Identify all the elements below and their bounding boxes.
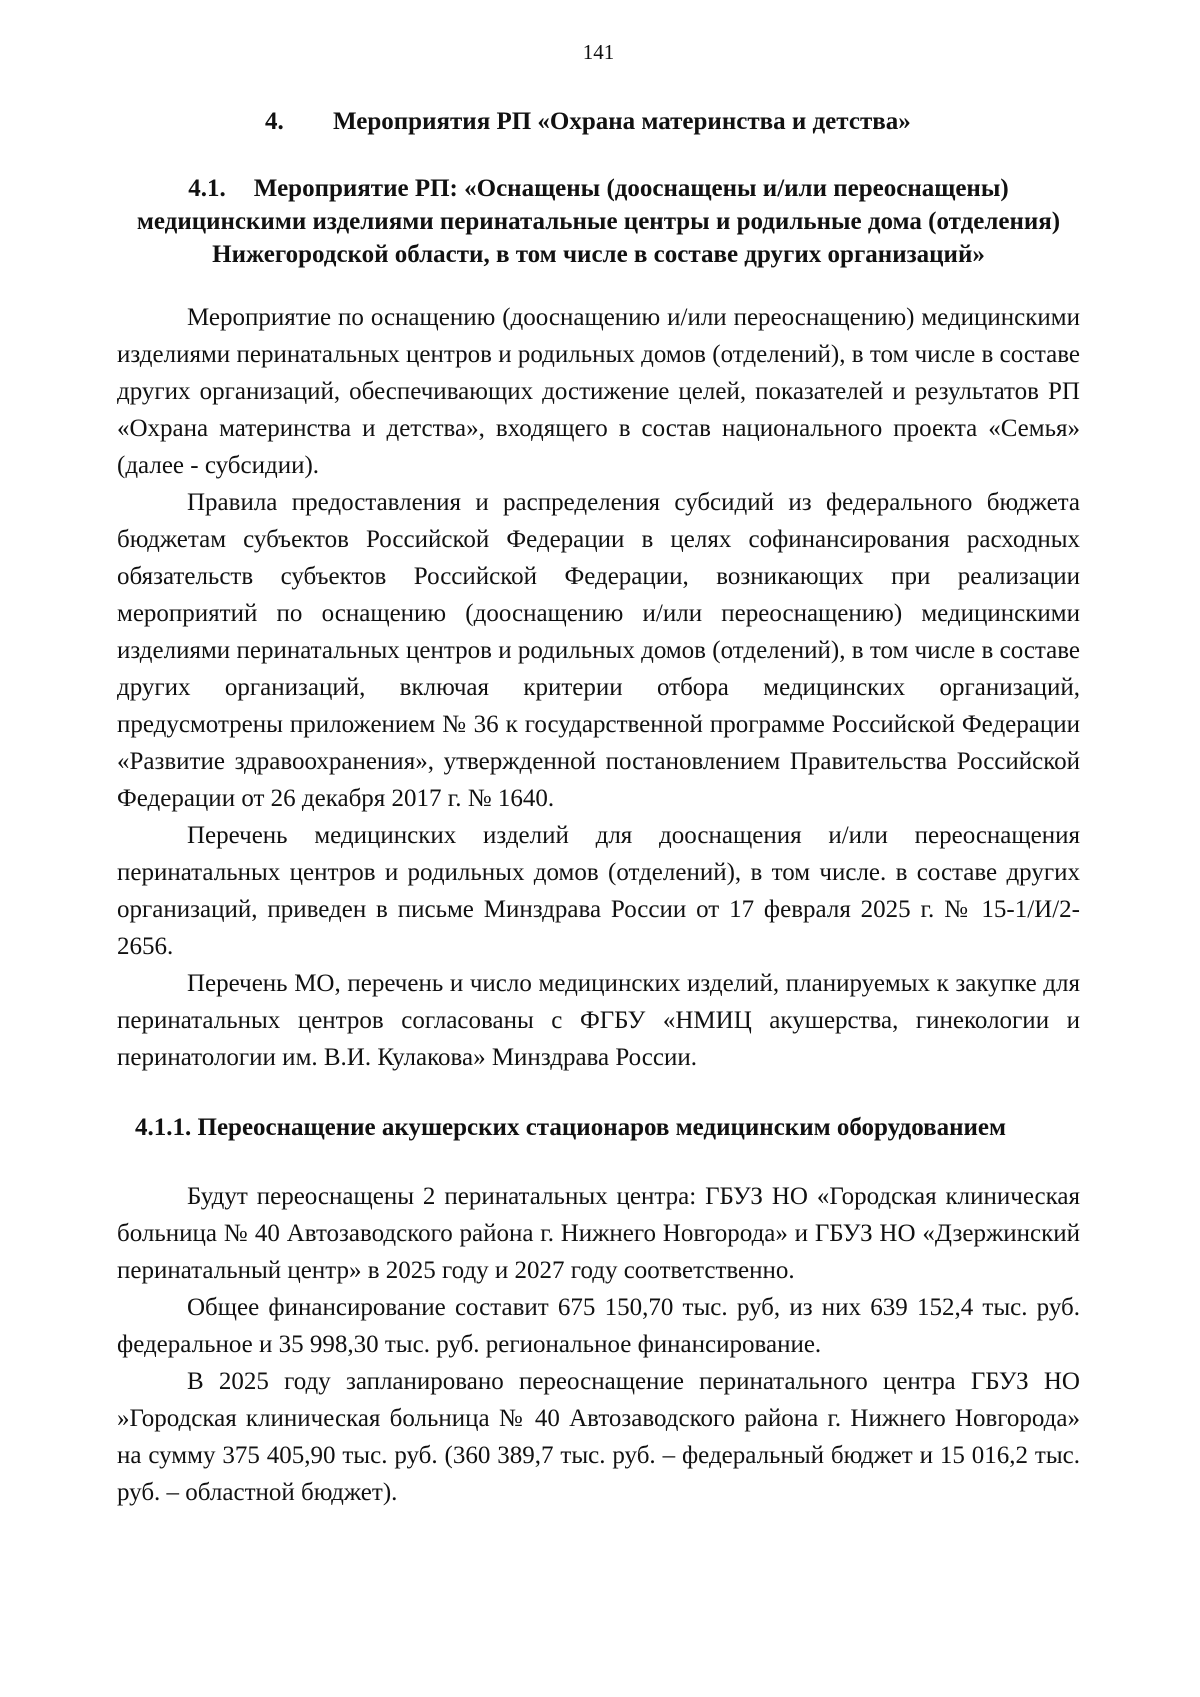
paragraph-2025-plan: В 2025 году запланировано переоснащение перинатального центра ГБУЗ НО »Городская клиническая больница № 40 Автозаводского района г. Нижнего Новгорода» на сумму 375 405,90 тыс. руб. (360 389,7 тыс. руб. – федеральный бюджет и 15 016,2 тыс. руб. – областной бюджет). [117, 1368, 1080, 1506]
subsection-title: Мероприятие РП: «Оснащены (дооснащены и/или переоснащены) медицинскими изделиями перинатальные центры и родильные дома (отделения) Нижегородской области, в том числе в составе других организаций» [136, 175, 1061, 268]
paragraph-device-list: Перечень медицинских изделий для дооснащения и/или переоснащения перинатальных центров и родильных домов (отделений), в том числе. в составе других организаций, приведен в письме Минздрава России от 17 февраля 2025 г. № 15-1/И/2-2656. [117, 822, 1080, 960]
subsubsection-heading [135, 1111, 1080, 1145]
paragraph-mo-list: Перечень МО, перечень и число медицинских изделий, планируемых к закупке для перинатальных центров согласованы с ФГБУ «НМИЦ акушерства, гинекологии и перинатологии им. В.И. Кулакова» Минздрава России. [117, 970, 1080, 1071]
page-number: 141 [582, 40, 615, 64]
section-number: 4. [265, 108, 284, 135]
paragraph-total-financing: Общее финансирование составит 675 150,70 тыс. руб, из них 639 152,4 тыс. руб. федеральное и 35 998,30 тыс. руб. региональное финансирование. [117, 1294, 1080, 1358]
section-title: Мероприятия РП «Охрана материнства и детства» [333, 108, 911, 135]
subsubsection-number: 4.1.1. [135, 1114, 192, 1141]
subsubsection-title: Переоснащение акушерских стационаров медицинским оборудованием [197, 1114, 1007, 1141]
paragraph-reequipment-centers: Будут переоснащены 2 перинатальных центра: ГБУЗ НО «Городская клиническая больница № 40 Автозаводского района г. Нижнего Новгорода» и ГБУЗ НО «Дзержинский перинатальный центр» в 2025 году и 2027 году соответственно. [117, 1183, 1080, 1284]
subsection-heading [117, 172, 1080, 271]
paragraph-measure-description: Мероприятие по оснащению (дооснащению и/или переоснащению) медицинскими изделиями перинатальных центров и родильных домов (отделений), в том числе в составе других организаций, обеспечивающих достижение целей, показателей и результатов РП «Охрана материнства и детства», входящего в состав национального проекта «Семья» (далее - субсидии). [117, 304, 1080, 479]
section-heading [117, 105, 1080, 139]
subsection-number: 4.1. [188, 175, 226, 202]
paragraph-subsidy-rules: Правила предоставления и распределения субсидий из федерального бюджета бюджетам субъектов Российской Федерации в целях софинансирования расходных обязательств субъектов Российской Федерации, возникающих при реализации мероприятий по оснащению (дооснащению и/или переоснащению) медицинскими изделиями перинатальных центров и родильных домов (отделений), в том числе в составе других организаций, включая критерии отбора медицинских организаций, предусмотрены приложением № 36 к государственной программе Российской Федерации «Развитие здравоохранения», утвержденной постановлением Правительства Российской Федерации от 26 декабря 2017 г. № 1640. [117, 489, 1080, 812]
